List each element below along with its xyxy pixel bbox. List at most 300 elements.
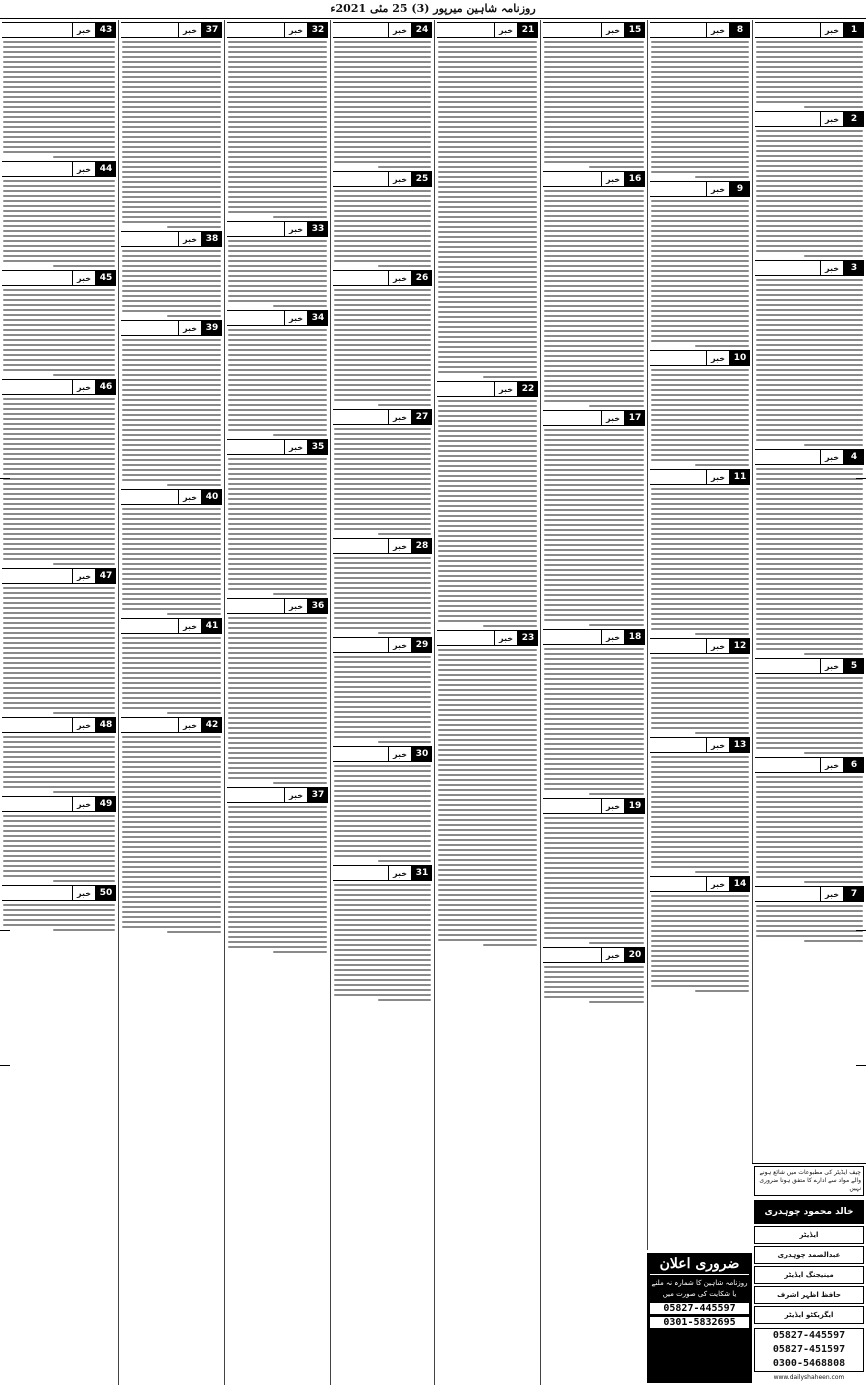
text-line xyxy=(438,799,537,801)
text-line xyxy=(122,146,221,148)
text-line xyxy=(544,922,644,924)
text-line xyxy=(334,468,431,470)
text-line xyxy=(544,584,644,586)
text-line xyxy=(122,573,221,575)
text-line xyxy=(544,131,644,133)
text-line xyxy=(438,371,537,373)
text-line xyxy=(334,780,431,782)
text-line xyxy=(3,369,115,371)
text-line xyxy=(334,661,431,663)
text-line xyxy=(651,578,749,580)
text-line xyxy=(334,96,431,98)
text-line xyxy=(3,518,115,520)
news-item-header xyxy=(333,746,432,762)
text-line xyxy=(228,568,327,570)
text-line xyxy=(3,334,115,336)
text-line xyxy=(3,786,115,788)
news-item-tag: خبر xyxy=(284,310,308,326)
text-line xyxy=(334,195,431,197)
text-line xyxy=(438,336,537,338)
text-line xyxy=(544,489,644,491)
text-line xyxy=(651,429,749,431)
text-line xyxy=(544,529,644,531)
text-line xyxy=(228,632,327,634)
text-line xyxy=(334,339,431,341)
text-line xyxy=(651,250,749,252)
text-line xyxy=(756,563,863,565)
news-item xyxy=(121,489,222,615)
news-item-header-rule xyxy=(543,171,601,187)
news-item-tag: خبر xyxy=(706,876,730,892)
text-line xyxy=(3,86,115,88)
text-line xyxy=(544,832,644,834)
text-line xyxy=(651,335,749,337)
text-line xyxy=(756,235,863,237)
text-line xyxy=(756,76,863,78)
text-line xyxy=(334,215,431,217)
text-line xyxy=(544,156,644,158)
text-line xyxy=(756,409,863,411)
text-line xyxy=(544,614,644,616)
text-line xyxy=(438,425,537,427)
text-line xyxy=(756,379,863,381)
text-line xyxy=(122,702,221,704)
news-item-header-rule xyxy=(333,865,388,881)
text-line xyxy=(122,578,221,580)
text-line xyxy=(3,771,115,773)
text-line xyxy=(438,346,537,348)
news-item-header-rule xyxy=(650,22,706,38)
text-line xyxy=(3,756,115,758)
text-line xyxy=(756,414,863,416)
text-line xyxy=(334,939,431,941)
text-line xyxy=(3,126,115,128)
text-line xyxy=(544,917,644,919)
text-line xyxy=(756,483,863,485)
text-line xyxy=(3,473,115,475)
text-line xyxy=(756,722,863,724)
text-line xyxy=(3,543,115,545)
text-line xyxy=(228,826,327,828)
news-item-header-rule xyxy=(2,161,72,177)
news-item-header xyxy=(121,717,222,733)
text-line xyxy=(651,935,749,937)
news-item-body-text xyxy=(543,429,645,626)
text-line xyxy=(756,384,863,386)
text-line xyxy=(3,845,115,847)
text-line xyxy=(228,206,327,208)
text-line xyxy=(438,311,537,313)
text-line xyxy=(438,884,537,886)
news-item-body-text xyxy=(2,815,116,882)
text-line xyxy=(334,190,431,192)
text-line xyxy=(695,732,749,734)
text-line xyxy=(228,548,327,550)
text-line xyxy=(334,463,431,465)
text-line xyxy=(334,979,431,981)
text-line xyxy=(544,195,644,197)
text-line xyxy=(228,946,327,948)
text-line xyxy=(122,359,221,361)
text-line xyxy=(3,741,115,743)
text-line xyxy=(544,76,644,78)
text-line xyxy=(334,389,431,391)
text-line xyxy=(53,712,115,714)
text-line xyxy=(3,299,115,301)
text-line xyxy=(651,503,749,505)
text-line xyxy=(228,121,327,123)
text-line xyxy=(122,424,221,426)
text-line xyxy=(3,528,115,530)
text-line xyxy=(228,558,327,560)
text-line xyxy=(334,994,431,996)
text-line xyxy=(122,111,221,113)
text-line xyxy=(3,141,115,143)
text-line xyxy=(756,692,863,694)
text-line xyxy=(334,46,431,48)
text-line xyxy=(228,245,327,247)
text-line xyxy=(122,404,221,406)
text-line xyxy=(544,723,644,725)
text-line xyxy=(438,879,537,881)
news-item-number: 41 xyxy=(202,618,222,634)
text-line xyxy=(544,857,644,859)
text-line xyxy=(544,504,644,506)
text-line xyxy=(334,498,431,500)
text-line xyxy=(228,737,327,739)
text-line xyxy=(3,205,115,207)
text-line xyxy=(228,578,327,580)
text-line xyxy=(122,876,221,878)
text-line xyxy=(651,369,749,371)
news-item-body-text xyxy=(437,41,538,378)
text-line xyxy=(228,926,327,928)
text-line xyxy=(544,479,644,481)
news-item-number: 3 xyxy=(844,260,864,276)
text-line xyxy=(756,638,863,640)
text-line xyxy=(438,331,537,333)
news-item-header xyxy=(2,270,116,286)
text-line xyxy=(651,394,749,396)
text-line xyxy=(122,508,221,510)
text-line xyxy=(438,764,537,766)
text-line xyxy=(122,186,221,188)
text-line xyxy=(438,251,537,253)
text-line xyxy=(334,597,431,599)
news-item-number: 45 xyxy=(96,270,116,286)
news-item-body-text xyxy=(543,966,645,1003)
text-line xyxy=(334,493,431,495)
text-line xyxy=(438,605,537,607)
text-line xyxy=(3,508,115,510)
text-line xyxy=(438,91,537,93)
text-line xyxy=(756,498,863,500)
news-item-tag: خبر xyxy=(706,469,730,485)
text-line xyxy=(544,350,644,352)
text-line xyxy=(756,91,863,93)
news-item-header xyxy=(650,638,750,654)
text-line xyxy=(228,752,327,754)
text-line xyxy=(122,290,221,292)
text-line xyxy=(756,299,863,301)
text-line xyxy=(544,509,644,511)
text-line xyxy=(544,141,644,143)
text-line xyxy=(122,384,221,386)
text-line xyxy=(651,215,749,217)
news-item-number: 21 xyxy=(518,22,538,38)
text-line xyxy=(3,433,115,435)
text-line xyxy=(651,260,749,262)
text-line xyxy=(3,617,115,619)
text-line xyxy=(3,210,115,212)
staff-row: عبدالصمد چوہدری xyxy=(754,1246,864,1264)
text-line xyxy=(3,408,115,410)
text-line xyxy=(438,570,537,572)
text-line xyxy=(651,816,749,818)
text-line xyxy=(651,905,749,907)
text-line xyxy=(756,404,863,406)
text-line xyxy=(544,260,644,262)
text-line xyxy=(3,250,115,252)
news-item-body-text xyxy=(2,41,116,158)
text-line xyxy=(122,96,221,98)
text-line xyxy=(122,672,221,674)
text-line xyxy=(334,250,431,252)
text-line xyxy=(756,61,863,63)
text-line xyxy=(228,295,327,297)
text-line xyxy=(651,692,749,694)
text-line xyxy=(438,719,537,721)
text-line xyxy=(544,205,644,207)
text-line xyxy=(334,156,431,158)
text-line xyxy=(3,835,115,837)
news-item-number: 22 xyxy=(518,381,538,397)
text-line xyxy=(756,170,863,172)
text-line xyxy=(273,216,327,218)
text-line xyxy=(756,324,863,326)
text-line xyxy=(228,86,327,88)
staff-row: مینیجنگ ایڈیٹر xyxy=(754,1266,864,1284)
text-line xyxy=(122,811,221,813)
text-line xyxy=(228,518,327,520)
news-item-body-text xyxy=(650,200,750,347)
text-line xyxy=(228,836,327,838)
text-line xyxy=(544,519,644,521)
text-line xyxy=(651,404,749,406)
text-line xyxy=(334,855,431,857)
text-line xyxy=(122,667,221,669)
news-item-number: 31 xyxy=(412,865,432,881)
text-line xyxy=(122,608,221,610)
text-line xyxy=(438,316,537,318)
text-line xyxy=(544,589,644,591)
text-line xyxy=(544,230,644,232)
text-line xyxy=(3,548,115,550)
news-item-body-text xyxy=(333,190,432,267)
text-line xyxy=(438,490,537,492)
text-line xyxy=(3,865,115,867)
text-line xyxy=(334,205,431,207)
text-line xyxy=(438,839,537,841)
text-line xyxy=(122,275,221,277)
text-line xyxy=(334,775,431,777)
news-item-body-text xyxy=(121,250,222,317)
text-line xyxy=(438,56,537,58)
text-line xyxy=(334,51,431,53)
news-item xyxy=(543,171,645,407)
text-line xyxy=(544,837,644,839)
text-line xyxy=(651,945,749,947)
text-line xyxy=(651,81,749,83)
news-item-number: 20 xyxy=(625,947,645,963)
news-item-number: 39 xyxy=(202,320,222,336)
text-line xyxy=(438,121,537,123)
text-line xyxy=(756,96,863,98)
text-line xyxy=(334,76,431,78)
text-line xyxy=(122,339,221,341)
text-line xyxy=(3,51,115,53)
text-line xyxy=(334,790,431,792)
news-item-header-rule xyxy=(650,350,706,366)
text-line xyxy=(544,758,644,760)
text-line xyxy=(228,300,327,302)
text-line xyxy=(334,681,431,683)
news-item-header xyxy=(543,22,645,38)
text-line xyxy=(756,603,863,605)
text-line xyxy=(122,419,221,421)
text-line xyxy=(3,707,115,709)
news-item-number: 11 xyxy=(730,469,750,485)
text-line xyxy=(651,131,749,133)
text-line xyxy=(122,469,221,471)
text-line xyxy=(334,106,431,108)
text-line xyxy=(651,523,749,525)
text-line xyxy=(651,628,749,630)
text-line xyxy=(334,924,431,926)
text-line xyxy=(756,598,863,600)
text-line xyxy=(651,41,749,43)
text-line xyxy=(228,821,327,823)
news-item-body-text xyxy=(2,587,116,714)
text-line xyxy=(228,458,327,460)
text-line xyxy=(756,523,863,525)
text-line xyxy=(589,405,644,407)
news-item-tag: خبر xyxy=(178,22,202,38)
text-line xyxy=(651,851,749,853)
text-line xyxy=(544,444,644,446)
text-line xyxy=(651,205,749,207)
text-line xyxy=(438,535,537,537)
news-item-header-rule xyxy=(650,876,706,892)
text-line xyxy=(228,513,327,515)
text-line xyxy=(3,359,115,361)
text-line xyxy=(651,459,749,461)
text-line xyxy=(3,309,115,311)
text-line xyxy=(544,544,644,546)
text-line xyxy=(544,653,644,655)
text-line xyxy=(756,727,863,729)
text-line xyxy=(544,718,644,720)
text-line xyxy=(122,171,221,173)
text-line xyxy=(334,131,431,133)
news-item-header-rule xyxy=(333,746,388,762)
crop-mark xyxy=(856,930,866,931)
text-line xyxy=(228,359,327,361)
text-line xyxy=(334,478,431,480)
text-line xyxy=(3,96,115,98)
text-line xyxy=(122,538,221,540)
text-line xyxy=(334,245,431,247)
text-line xyxy=(228,851,327,853)
text-line xyxy=(122,926,221,928)
news-item-body-text xyxy=(543,41,645,168)
text-line xyxy=(122,206,221,208)
news-column-6 xyxy=(224,20,330,1385)
news-item-body-text xyxy=(650,369,750,466)
news-item-number: 17 xyxy=(625,410,645,426)
text-line xyxy=(334,820,431,822)
text-line xyxy=(438,351,537,353)
text-line xyxy=(122,746,221,748)
text-line xyxy=(544,932,644,934)
text-line xyxy=(3,692,115,694)
text-line xyxy=(756,314,863,316)
text-line xyxy=(122,871,221,873)
text-line xyxy=(544,991,644,993)
text-line xyxy=(3,403,115,405)
news-item xyxy=(650,181,750,347)
text-line xyxy=(438,834,537,836)
text-line xyxy=(756,702,863,704)
text-line xyxy=(3,488,115,490)
text-line xyxy=(544,220,644,222)
text-line xyxy=(438,51,537,53)
text-line xyxy=(651,340,749,342)
text-line xyxy=(544,971,644,973)
text-line xyxy=(228,339,327,341)
text-line xyxy=(438,620,537,622)
text-line xyxy=(334,587,431,589)
text-line xyxy=(651,56,749,58)
text-line xyxy=(334,240,431,242)
text-line xyxy=(53,265,115,267)
text-line xyxy=(544,56,644,58)
text-line xyxy=(122,553,221,555)
news-item-tag: خبر xyxy=(601,171,625,187)
text-line xyxy=(756,81,863,83)
text-line xyxy=(334,562,431,564)
text-line xyxy=(122,389,221,391)
news-item-header xyxy=(437,630,538,646)
news-item xyxy=(755,757,864,883)
text-line xyxy=(756,538,863,540)
news-item-number: 47 xyxy=(96,568,116,584)
imprint-notice xyxy=(754,1166,864,1196)
text-line xyxy=(651,61,749,63)
text-line xyxy=(544,539,644,541)
text-line xyxy=(438,550,537,552)
text-line xyxy=(651,399,749,401)
text-line xyxy=(3,255,115,257)
news-column-2 xyxy=(647,20,752,1250)
text-line xyxy=(334,607,431,609)
text-line xyxy=(544,265,644,267)
text-line xyxy=(334,785,431,787)
text-line xyxy=(756,493,863,495)
news-item-header-rule xyxy=(333,270,388,286)
text-line xyxy=(122,394,221,396)
text-line xyxy=(651,414,749,416)
